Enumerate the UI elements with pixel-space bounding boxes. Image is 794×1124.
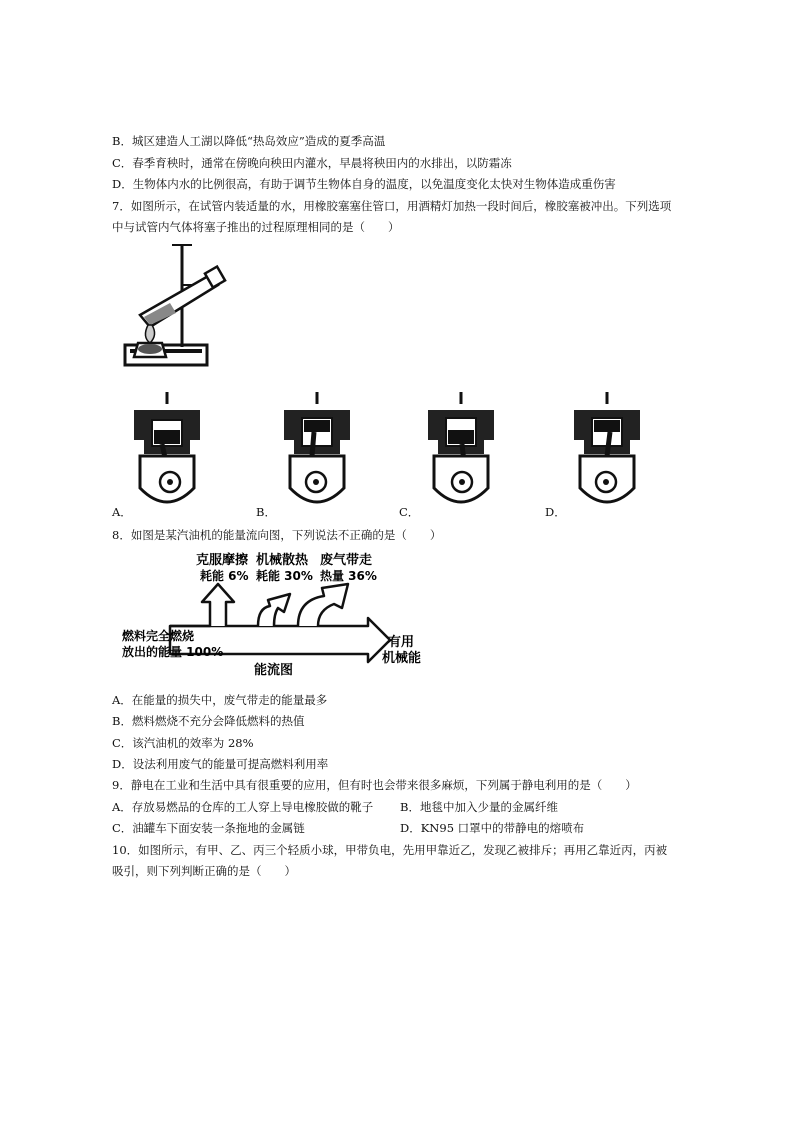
engine-option-c-label: C． (399, 505, 420, 519)
q8-option-d: D．设法利用废气的能量可提高燃料利用率 (112, 757, 329, 771)
q8-option-a: A．在能量的损失中，废气带走的能量最多 (112, 693, 328, 707)
engine-option-b-figure (276, 392, 358, 510)
loss-heat-dissipation-value: 耗能 30% (256, 569, 313, 583)
test-tube-apparatus-figure (120, 245, 230, 375)
input-energy-label: 燃料完全燃烧 (122, 629, 195, 643)
loss-exhaust-value: 热量 36% (320, 569, 377, 583)
loss-friction-label: 克服摩擦 (196, 553, 249, 568)
q6-option-b: B．城区建造人工湖以降低“热岛效应”造成的夏季高温 (112, 134, 386, 148)
diagram-caption: 能流图 (254, 663, 294, 678)
q9-option-d: D．KN95 口罩中的带静电的熔喷布 (400, 821, 585, 835)
input-energy-value: 放出的能量 100% (122, 645, 224, 659)
engine-option-a-figure (126, 392, 208, 510)
q7-stem-line2: 中与试管内气体将塞子推出的过程原理相同的是（ ） (112, 220, 400, 234)
q10-stem-line2: 吸引，则下列判断正确的是（ ） (112, 864, 296, 878)
q6-option-c: C．春季育秧时，通常在傍晚向秧田内灌水，早晨将秧田内的水排出，以防霜冻 (112, 156, 512, 170)
q6-option-d: D．生物体内水的比例很高，有助于调节生物体自身的温度，以免温度变化太快对生物体造成重伤害 (112, 177, 616, 191)
loss-exhaust-label: 废气带走 (320, 553, 373, 568)
output-useful-label: 有用 (388, 635, 415, 650)
q9-option-a: A．存放易燃品的仓库的工人穿上导电橡胶做的靴子 (112, 800, 374, 814)
q8-stem: 8．如图是某汽油机的能量流向图，下列说法不正确的是（ ） (112, 528, 442, 542)
q8-option-c: C．该汽油机的效率为 28% (112, 736, 254, 750)
engine-option-c-figure (420, 392, 502, 510)
q9-stem: 9．静电在工业和生活中具有很重要的应用，但有时也会带来很多麻烦，下列属于静电利用的是（ ） (112, 778, 637, 792)
output-mechanical-label: 机械能 (382, 651, 422, 666)
engine-option-d-figure (566, 392, 648, 510)
q9-option-c: C．油罐车下面安装一条拖地的金属链 (112, 821, 305, 835)
q10-stem-line1: 10．如图所示，有甲、乙、丙三个轻质小球，甲带负电，先用甲靠近乙，发现乙被排斥；再用乙靠近丙，丙被 (112, 843, 668, 857)
q7-stem-line1: 7．如图所示，在试管内装适量的水，用橡胶塞塞住管口，用酒精灯加热一段时间后，橡胶塞被冲出。下列选项 (112, 199, 672, 213)
energy-flow-diagram (118, 552, 438, 677)
engine-option-a-label: A． (112, 505, 132, 519)
q8-option-b: B．燃料燃烧不充分会降低燃料的热值 (112, 714, 305, 728)
engine-option-d-label: D． (545, 505, 566, 519)
q9-option-b: B．地毯中加入少量的金属纤维 (400, 800, 558, 814)
engine-option-b-label: B． (256, 505, 276, 519)
loss-heat-dissipation-label: 机械散热 (256, 553, 309, 568)
loss-friction-value: 耗能 6% (200, 569, 249, 583)
